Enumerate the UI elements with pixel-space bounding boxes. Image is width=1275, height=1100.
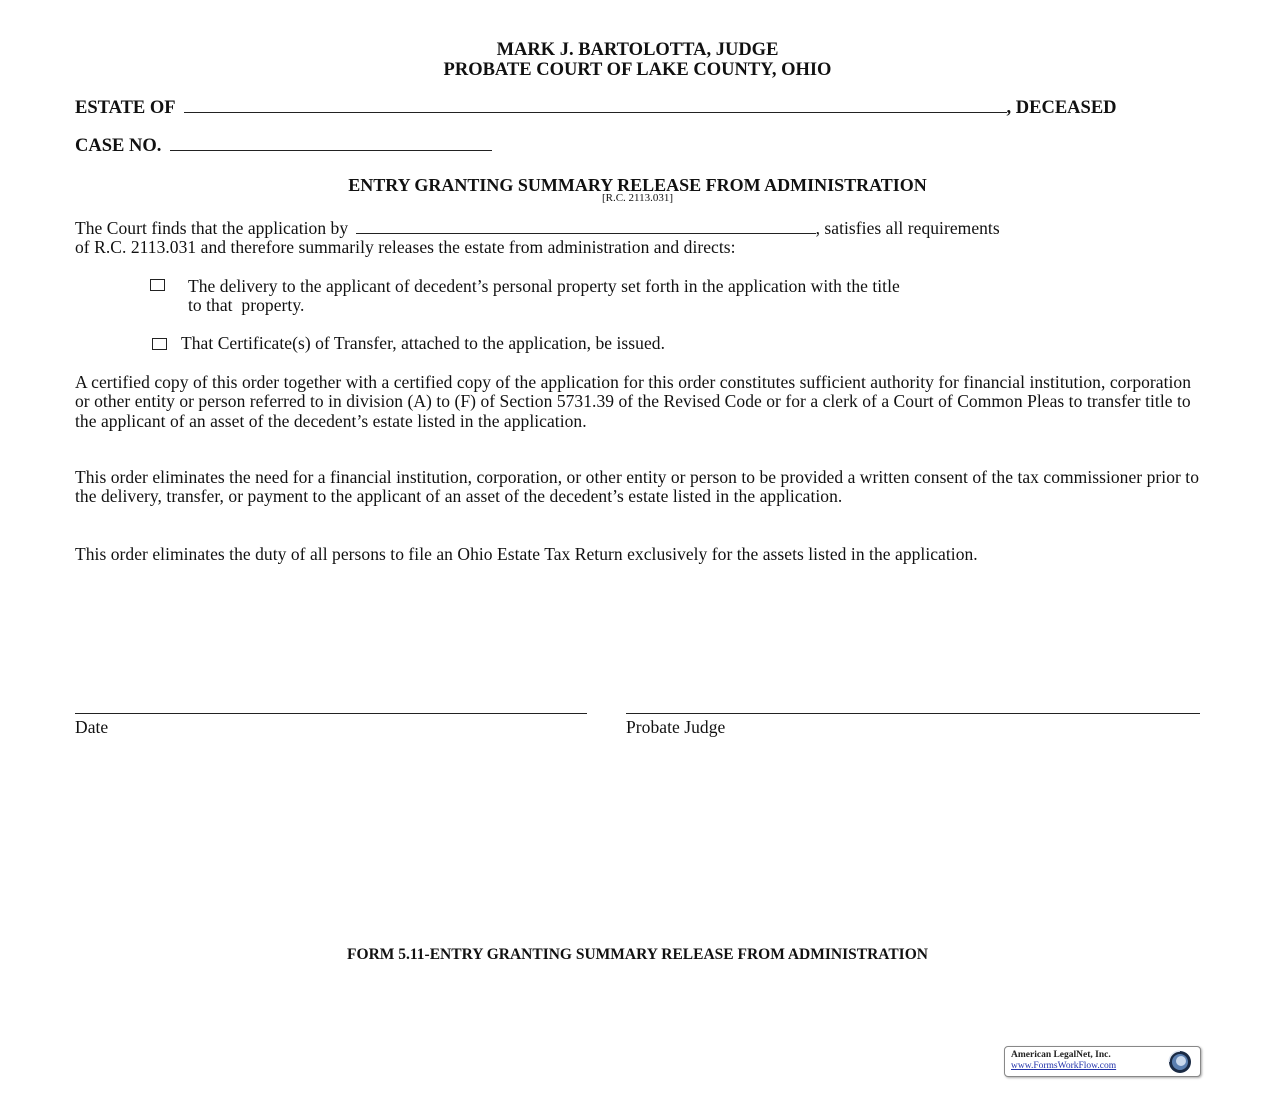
option-certificate-checkbox[interactable] <box>152 337 167 355</box>
badge-company: American LegalNet, Inc. <box>1011 1050 1111 1060</box>
case-row <box>75 136 492 156</box>
checkbox-icon[interactable] <box>152 338 167 350</box>
option-delivery-line-2: to that property. <box>188 295 305 315</box>
date-signature-line[interactable] <box>75 713 587 714</box>
form-footer: FORM 5.11-ENTRY GRANTING SUMMARY RELEASE FROM ADMINISTRATION <box>347 946 928 963</box>
applicant-name-field[interactable] <box>356 232 816 234</box>
paragraph-certified-copy: A certified copy of this order together with a certified copy of the application for this order constitutes sufficient authority for financial institution, corporation or other entity or person referred to in division (A) to (F) of Section 5731.39 of the Revised Code or for a clerk of a Court of Common Pleas to transfer title to the applicant of an asset of the decedent’s estate listed in the application. <box>75 372 1192 431</box>
paragraph-estate-tax-return: This order eliminates the duty of all persons to file an Ohio Estate Tax Return exclusively for the assets listed in the application. <box>75 544 978 564</box>
estate-row <box>75 98 1200 118</box>
court-name: PROBATE COURT OF LAKE COUNTY, OHIO <box>443 60 832 80</box>
deceased-label: , DECEASED <box>1006 98 1117 118</box>
option-delivery-line-1: The delivery to the applicant of decedent’s personal property set forth in the application with the title <box>188 276 900 296</box>
checkbox-icon[interactable] <box>150 279 165 291</box>
globe-logo-icon <box>1163 1049 1197 1075</box>
judge-signature-line[interactable] <box>626 713 1200 714</box>
findings-line-1: The Court finds that the application by , satisfies all requirements <box>75 218 1000 238</box>
legalnet-badge[interactable] <box>1004 1046 1201 1077</box>
estate-name-field[interactable] <box>184 111 1007 113</box>
estate-label: ESTATE OF <box>75 98 175 118</box>
probate-judge-label: Probate Judge <box>626 717 726 737</box>
option-delivery-checkbox[interactable] <box>150 278 165 296</box>
form-title: ENTRY GRANTING SUMMARY RELEASE FROM ADMINISTRATION <box>348 175 927 195</box>
statute-citation: [R.C. 2113.031] <box>601 192 674 204</box>
option-certificate-label: That Certificate(s) of Transfer, attached to the application, be issued. <box>181 333 665 353</box>
date-label: Date <box>75 717 109 737</box>
findings-line-2: of R.C. 2113.031 and therefore summarily releases the estate from administration and directs: <box>75 237 736 257</box>
case-label: CASE NO. <box>75 136 162 156</box>
paragraph-tax-consent: This order eliminates the need for a financial institution, corporation, or other entity or person to be provided a written consent of the tax commissioner prior to the delivery, transfer, or payment to the applicant of an asset of the decedent’s estate listed in the application. <box>75 467 1200 507</box>
badge-url-link[interactable]: www.FormsWorkFlow.com <box>1011 1061 1117 1071</box>
case-number-field[interactable] <box>170 149 492 151</box>
judge-name: MARK J. BARTOLOTTA, JUDGE <box>496 40 779 60</box>
